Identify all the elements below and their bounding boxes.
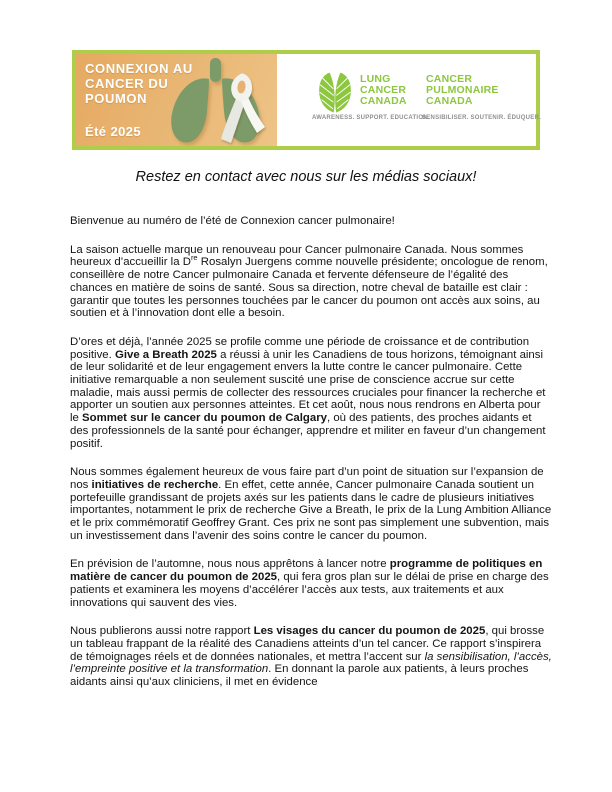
paragraph-policy-program: En prévision de l’automne, nous nous apprêtons à lancer notre programme de politiques en matière de cancer du poumon de 2025, qui fera gros plan sur le délai de prise en charge des patients et examinera les moyens d’accélérer l’accès aux tests, aux traitements et aux innovations qui sauvent des vies. — [70, 558, 549, 609]
newsletter-title-line: POUMON — [85, 91, 148, 106]
logo-fr-line: PULMONAIRE — [426, 84, 499, 96]
paragraph-faces-report: Nous publierons aussi notre rapport Les visages du cancer du poumon de 2025, qui brosse un tableau frappant de la réalité des Canadiens atteints d’un tel cancer. Ce rapport s’inspirera de témoignages réels et de données nationales, et mettra l’accent sur la sensibilisation, l’accès, l’empreinte positive et la transformation. En donnant la parole aux patients, à leurs proches aidants ainsi qu’aux cliniciens, il met en évidence — [70, 625, 552, 689]
logo-en-line: CANCER — [360, 84, 407, 96]
paragraph-give-a-breath: D’ores et déjà, l’année 2025 se profile comme une période de croissance et de contribution positive. Give a Breath 2025 a réussi à unir les Canadiens de tous horizons, témoignant ainsi de leur solidarité et de leur engagement envers la lutte contre le cancer pulmonaire. Cette initiative remarquable a non seulement suscité une prise de conscience accrue sur cette maladie, mais aussi permis de collecter des ressources cruciales pour financer la recherche et apporter un soutien aux personnes atteintes. Et cet août, nous nous rendrons en Alberta pour le Sommet sur le cancer du poumon de Calgary, où des patients, des proches aidants et des professionnels de la santé pour échanger, apprendre et militer en faveur d’un changement positif. — [70, 335, 546, 450]
newsletter-title-line: CANCER DU — [85, 76, 169, 91]
logo-wordmark-fr — [426, 74, 499, 107]
body-text — [70, 215, 552, 705]
logo-tagline-fr: SENSIBILISER. SOUTENIR. ÉDUQUER. — [422, 115, 542, 121]
leaves-logo-icon — [315, 72, 355, 114]
logo-en-line: LUNG — [360, 73, 391, 85]
lungs-ribbon-image — [155, 55, 277, 146]
logo-fr-line: CANADA — [426, 95, 473, 107]
logo-fr-line: CANCER — [426, 73, 473, 85]
issue-date-label: Été 2025 — [85, 124, 141, 139]
paragraph-welcome: Bienvenue au numéro de l’été de Connexion cancer pulmonaire! — [70, 215, 395, 227]
paragraph-research-initiatives: Nous sommes également heureux de vous faire part d’un point de situation sur l’expansion de nos initiatives de recherche. En effet, cette année, Cancer pulmonaire Canada soutient un portefeuille grandissant de projets axés sur les patients dans le cadre de plusieurs initiatives importantes, notamment le prix de recherche Give a Breath, le prix de la Lung Ambition Alliance et le prix commémoratif Geoffrey Grant. Ces prix ne sont pas simplement une subvention, mais un investissement dans l’avenir des soins contre le cancer du poumon. — [70, 466, 552, 542]
banner-image-panel — [76, 54, 277, 146]
page-headline: Restez en contact avec nous sur les médias sociaux! — [135, 169, 477, 185]
logo-en-line: CANADA — [360, 95, 407, 107]
logo-wordmark-en — [360, 74, 407, 107]
newsletter-header-banner — [72, 50, 540, 150]
paragraph-new-president: La saison actuelle marque un renouveau pour Cancer pulmonaire Canada. Nous sommes heureux d’accueillir la Dre Rosalyn Juergens comme nouvelle présidente; oncologue de renom, conseillère de notre Cancer pulmonaire Canada et fervente défenseure de l’égalité des chances en matière de soins de santé. Sous sa direction, notre cheval de bataille est clair : garantir que toutes les personnes touchées par le cancer du poumon ont accès aux soins, au soutien et à l’innovation dont elle a besoin. — [70, 243, 548, 320]
logo-panel — [277, 54, 542, 146]
logo-tagline-en: AWARENESS. SUPPORT. EDUCATION. — [312, 115, 430, 121]
newsletter-title-line: CONNEXION AU — [85, 61, 193, 76]
